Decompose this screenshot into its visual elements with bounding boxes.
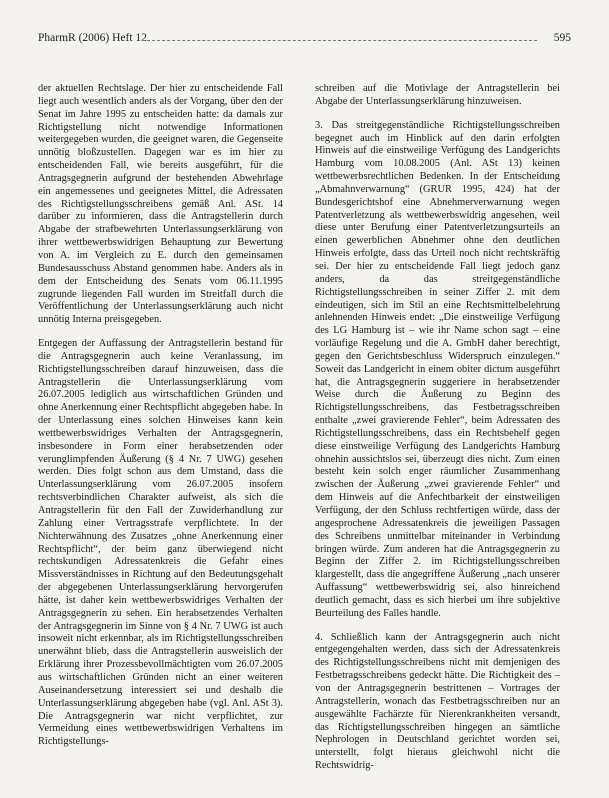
right-column <box>315 83 560 773</box>
header-rule <box>142 40 537 41</box>
paragraph: 4. Schließlich kann der Antragsgegnerin auch nicht entgegengehalten werden, dass sich der Adressatenkreis des Richtigstellungsschreibens nicht mit demjenigen des Festbetragsschreibens gedeckt hätte. Die Richtigkeit des – von der Antragsgegnerin bestrittenen – Vortrages der Antragstellerin, wonach das Festbetragsschreiben nur an ausgewählte Fachärzte für Nierenkrankheiten versandt, das Richtigstellungsschreiben hingegen an sämtliche Nephrologen in Deutschland gerichtet worden sei, unterstellt, folgt hieraus gleichwohl nicht die Rechtswidrig- <box>315 631 560 772</box>
page-number: 595 <box>553 32 571 44</box>
left-column <box>38 83 283 749</box>
paragraph: der aktuellen Rechtslage. Der hier zu entscheidende Fall liegt auch wesentlich anders als der Vorgang, über den der Senat im Jahre 1995 zu entscheiden hatte: da damals zur Richtigstellung nicht notwendige Informationen weitergegeben wurden, die geeignet waren, die Gegenseite unnötig bloßzustellen. Dagegen war es im hier zu entscheidenden Fall, wie bereits ausgeführt, für die Antragsgegnerin aufgrund der bestehenden Abwehrlage ein angemessenes und geeignetes Mittel, die Adressaten des Richtigstellungsschreibens gemäß Anl. ASt. 14 darüber zu informieren, dass die Antragstellerin durch Abgabe der strafbewehrten Unterlassungserklärung von ihrer wettbewerbswidrigen Behauptung zur Bewertung von A. im Vergleich zu E. durch den gemeinsamen Bundesausschuss Abstand genommen habe. Anders als in dem der Entscheidung des Senats vom 06.11.1995 zugrunde liegenden Fall wurden im Streitfall durch die Veröffentlichung der Unterlassungserklärung auch nicht unnötig Interna preisgegeben. <box>38 83 283 326</box>
journal-citation: PharmR (2006) Heft 12 <box>38 32 147 44</box>
paragraph: Entgegen der Auffassung der Antragstellerin bestand für die Antragsgegnerin auch keine Veranlassung, im Richtigstellungsschreiben darauf hinzuweisen, dass die Antragstellerin die Unterlassungserklärung vom 26.07.2005 lediglich aus wirtschaftlichen Gründen und ohne Anerkennung einer Rechtspflicht abgegeben habe. In der Unterlassung eines solchen Hinweises kann kein wettbewerbswidriges Verhalten der Antragsgegnerin, insbesondere in Form einer herabsetzenden oder verunglimpfenden Äußerung (§ 4 Nr. 7 UWG) gesehen werden. Dies folgt schon aus dem Umstand, dass die Unterlassungserklärung vom 26.07.2005 insofern rechtsverbindlichen Charakter aufweist, als sich die Antragstellerin für den Fall der Zuwiderhandlung zur Zahlung einer Vertragsstrafe verpflichtete. In der Nichterwähnung des Zusatzes „ohne Anerkennung einer Rechtspflicht“, der beim ganz überwiegend nicht rechtskundigen Adressatenkreis die Gefahr eines Missverständnisses in Richtung auf den Bedeutungsgehalt der abgegebenen Unterlassungserklärung hervorgerufen hätte, ist daher kein wettbewerbswidriges Verhalten der Antragsgegnerin zu sehen. Ein herabsetzendes Verhalten der Antragsgegnerin im Sinne von § 4 Nr. 7 UWG ist auch insoweit nicht erkennbar, als im Richtigstellungsschreiben unerwähnt blieb, dass die Antragstellerin ausweislich der Erklärung ihrer Prozessbevollmächtigten vom 26.07.2005 aus wirtschaftlichen Gründen nicht an einer weiteren Auseinandersetzung interessiert sei und deshalb die Unterlassungserklärung abgegeben habe (vgl. Anl. ASt 3). Die Antragsgegnerin war nicht verpflichtet, zur Vermeidung eines wettbewerbswidrigen Verhaltens im Richtigstellungs- <box>38 338 283 748</box>
page-header <box>38 30 571 46</box>
paragraph: 3. Das streitgegenständliche Richtigstellungsschreiben begegnet auch im Hinblick auf den darin erfolgten Hinweis auf die einstweilige Verfügung des Landgerichts Hamburg vom 10.08.2005 (Anl. ASt 13) keinen wettbewerbsrechtlichen Bedenken. In der Entscheidung „Abmahnverwarnung“ (GRUR 1995, 424) hat der Bundesgerichtshof eine Abnehmerverwarnung wegen Patentverletzung als wettbewerbswidrig angesehen, weil diese unter Berufung einer Patentverletzungsurteils an einen gewerblichen Abnehmer ohne den deutlichen Hinweis erfolgte, dass das Urteil noch nicht rechtskräftig sei. Der hier zu entscheidende Fall liegt jedoch ganz anders, da das streitgegenständliche Richtigstellungsschreiben in seiner Ziffer 2. mit dem eindeutigen, sich im Stil an eine Rechtsmittelbelehrung anlehnenden Hinweis endet: „Die einstweilige Verfügung des LG Hamburg ist – wie ihr Name schon sagt – eine vorläufige Regelung und die A. GmbH daher berechtigt, gegen den Gerichtsbeschluss Widerspruch einzulegen.“ Soweit das Landgericht in einem obiter dictum ausgeführt hat, die Antragsgegnerin suggeriere in herabsetzender Weise durch die Äußerung zu Beginn des Richtigstellungsschreibens, das Festbetragsschreiben enthalte „zwei gravierende Fehler“, beim Adressaten des Richtigstellungsschreibens, dass ein Rechtsbehelf gegen diese einstweilige Verfügung des Landgerichts Hamburg ohnehin aussichtslos sei, überzeugt dies nicht. Zum einen besteht kein solch enger räumlicher Zusammenhang zwischen der Äußerung „zwei gravierende Fehler“ und dem Hinweis auf die Anfechtbarkeit der einstweiligen Verfügung, der den Schluss rechtfertigen würde, dass der angesprochene Adressatenkreis die jeweiligen Passagen des Schreibens unmittelbar miteinander in Verbindung bringen würde. Zum anderen hat die Antragsgegnerin zu Beginn der Ziffer 2. im Richtigstellungsschreiben klargestellt, dass die angegriffene Äußerung „nach unserer Auffassung“ wettbewerbswidrig sei, also hinreichend deutlich gemacht, dass es sich hierbei um ihre subjektive Beurteilung des Falles handle. <box>315 119 560 619</box>
paragraph: schreiben auf die Motivlage der Antragstellerin bei Abgabe der Unterlassungserklärung hinzuweisen. <box>315 83 560 107</box>
